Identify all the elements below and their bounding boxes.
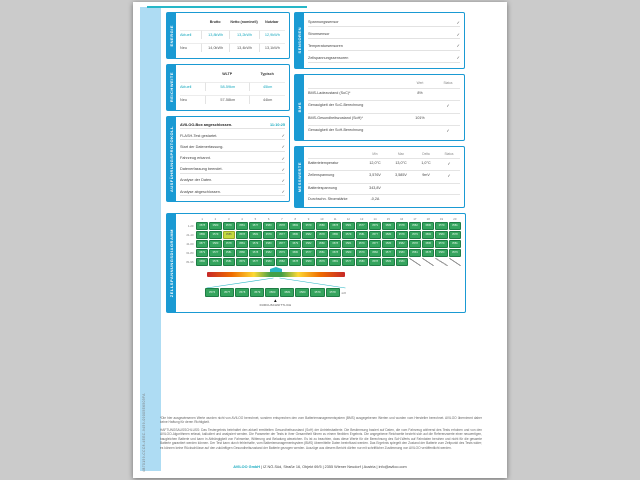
- row-label: Fahrzeug erkannt.: [180, 156, 211, 160]
- delta-cell: 9mV: [414, 170, 438, 180]
- footnotes: [160, 416, 482, 453]
- grid-column-header: 7: [281, 217, 283, 221]
- status-cell: [436, 113, 460, 122]
- reichweite-table: [176, 65, 289, 110]
- grid-row-label: 61-80: [186, 251, 194, 255]
- check-icon: ✓: [456, 43, 460, 49]
- grid-cell: 3580: [356, 258, 368, 266]
- grid-cell: 3581: [342, 222, 354, 230]
- section-title-protokoll: AUSFÜHRUNGSPROTOKOLL: [168, 125, 174, 193]
- grid-cell: 3578: [329, 249, 341, 257]
- grid-column-header: 15: [386, 217, 390, 221]
- grid-cell: 3577: [249, 258, 261, 266]
- grid-cell: 3578: [289, 258, 301, 266]
- value-cell: 13,8kWh: [201, 30, 229, 39]
- average-triangle-icon: ▲: [273, 298, 278, 303]
- footer-address: | IZ NÖ-Süd, Straße 16, Objekt 69/5 | 2355 Wiener Neudorf | Austria | info@aviloo.com: [260, 465, 407, 469]
- status-cell: ✓: [436, 100, 460, 110]
- grid-cell: 3580: [316, 222, 328, 230]
- grid-cell: 3579: [449, 249, 461, 257]
- grid-row-label: 41-60: [186, 242, 194, 246]
- grid-cell: 3580: [316, 240, 328, 248]
- section-title-sensoren: SENSOREN: [296, 27, 302, 54]
- row-label: Neu: [180, 95, 205, 104]
- list-row: [180, 165, 285, 173]
- grid-cell: 3581: [449, 222, 461, 230]
- footnote-disclaimer: HAFTUNGSAUSSCHLUSS: Das Testergebnis beinhaltet den aktuell ermittelten Gesundheitszustand (SoH) der Antriebsbatterie. Die Bestimmung basiert auf Daten, die vom Fahrzeug während des Tests erhoben und von den AVILOO-Algorithmen erfasst, kalkuliert und analysiert werden. Die Parameter der Tests in ihrer Gesamtheit führen zu einem flexiblen Ergebnis. Die angegebene Reichweite bezieht sich auf die Referenzwerte einer neuwertigen, baugleichen Batterie und kann in Abhängigkeit von Fahrweise, Witterung und Beladung abweichen. Es ist zu beachten, dass diese Werte für die Berechnung des SoH-Werts auf Fahrdaten beruhen und nicht für die gesamte Batterie garantiert werden können. Der Test kann durch fehlerhafte, vom Batteriemanagementsystem (BMS) übermittelte Daten beeinflusst werden. Das Ergebnis spiegelt den Zustand der Batterie zum Zeitpunkt des Tests wider; es können keine Rückschlüsse auf den zukünftigen Gesundheitszustand der Batterie gezogen werden. Auszüge aus diesem Bericht dürfen nur mit schriftlicher Zustimmung von AVILOO veröffentlicht werden.: [160, 427, 482, 450]
- list-row: [180, 122, 285, 129]
- column-header: Wert: [416, 80, 424, 85]
- section-title-reichweite: REICHWEITE: [168, 72, 174, 103]
- grid-cell: 3581: [356, 231, 368, 239]
- row-label: Analyse der Daten.: [180, 178, 213, 183]
- grid-cell: 3582: [289, 222, 301, 230]
- grid-cell: 3579: [302, 222, 314, 230]
- delta-cell: [414, 183, 438, 192]
- max-cell: [388, 183, 414, 192]
- grid-row-label: 21-40: [186, 233, 194, 237]
- check-icon: ✓: [281, 166, 285, 172]
- grid-cell: 3581: [449, 240, 461, 248]
- row-label: BMS-Ladezustand (SoC)*: [308, 88, 404, 97]
- row-label: Batterietemperatur: [308, 158, 362, 168]
- delta-cell: [414, 194, 438, 203]
- mini-cell: 3579: [310, 288, 324, 297]
- grid-column-header: 10: [320, 217, 324, 221]
- grid-cell: 3580: [422, 240, 434, 248]
- cell-voltage-grid: [180, 217, 461, 266]
- column-header: Brutto: [209, 20, 221, 25]
- grid-column-header: 11: [333, 217, 337, 221]
- grid-column-header: 19: [439, 217, 444, 221]
- grid-cell-empty: [435, 258, 447, 266]
- footer-company: AVILOO GmbH: [233, 465, 261, 469]
- sensoren-card: [304, 12, 465, 69]
- section-zellspannungsdiagramm: [166, 213, 466, 313]
- status-cell: [436, 88, 460, 97]
- grid-cell: 3580: [263, 258, 275, 266]
- mini-cell: 3578: [326, 288, 340, 297]
- grid-cell: 3579: [249, 240, 261, 248]
- grid-cell: 3578: [369, 258, 381, 266]
- check-icon: ✓: [281, 133, 285, 139]
- list-row: [180, 154, 285, 162]
- grid-cell-empty: [449, 258, 461, 266]
- column-header: Netto (nominell): [230, 20, 258, 25]
- grid-cell: 3582: [276, 258, 288, 266]
- grid-cell: 3578: [236, 231, 248, 239]
- grid-row-label: 81-96: [186, 260, 194, 264]
- sensoren-list: [304, 13, 464, 68]
- grid-column-header: 17: [413, 217, 417, 221]
- grid-cell: 3577: [276, 231, 288, 239]
- page-footer: [153, 465, 487, 469]
- grid-cell: 3578: [223, 240, 235, 248]
- grid-cell: 3579: [369, 222, 381, 230]
- grid-column-header: 3: [227, 217, 230, 221]
- row-label: Stromsensor: [308, 32, 330, 37]
- grid-column-header: 5: [254, 217, 257, 221]
- grid-cell: 3579: [196, 249, 208, 257]
- max-cell: [388, 194, 414, 203]
- bms-table: [304, 75, 464, 140]
- gradient-center-marker: [270, 267, 282, 272]
- grid-cell: 3579: [236, 258, 248, 266]
- grid-cell: 3578: [422, 249, 434, 257]
- grid-cell: 3577: [196, 240, 208, 248]
- messwerte-table: [304, 147, 464, 207]
- grid-cell: 3578: [276, 222, 288, 230]
- grid-cell: 3580: [382, 222, 394, 230]
- value-cell: 44km: [249, 95, 285, 104]
- list-row: [308, 42, 460, 50]
- row-label: Zellspannungssensoren: [308, 55, 349, 60]
- grid-cell: 3580: [209, 240, 221, 248]
- value-cell: 58-59km: [205, 82, 249, 91]
- grid-cell-empty: [409, 258, 421, 266]
- column-header: WLTP: [222, 72, 233, 77]
- value-cell: 13,4kWh: [229, 43, 258, 52]
- value-cell: 13,1kWh: [259, 43, 285, 52]
- footnote-bms: *Die hier ausgewiesenen Werte wurden nicht von AVILOO berechnet, sondern entsprechen den vom Batteriemanagementsystem (BMS) ausgegebenen Werten und wurden vom Hersteller berechnet. AVILOO übernimmt daher keine Haftung für deren Richtigkeit.: [160, 416, 482, 425]
- grid-cell: 3580: [396, 258, 408, 266]
- status-cell: ✓: [438, 158, 460, 168]
- section-bms: [294, 74, 465, 141]
- column-header: Status: [443, 80, 453, 85]
- value-cell: [404, 125, 436, 135]
- energie-table: [176, 13, 289, 58]
- grid-column-header: 9: [307, 217, 310, 221]
- mini-unit-label: mV: [341, 290, 347, 295]
- section-title-messwerte: MESSWERTE: [296, 161, 302, 193]
- grid-cell: 3578: [449, 231, 461, 239]
- list-row: [308, 19, 460, 27]
- row-label: FLASH-Test gestartet.: [180, 133, 218, 138]
- grid-cell: 3577: [342, 258, 354, 266]
- mini-cell: 3581: [280, 288, 294, 297]
- grid-cell: 3577: [276, 240, 288, 248]
- grid-cell: 3579: [356, 249, 368, 257]
- column-header: Typisch: [260, 72, 274, 77]
- delta-cell: 1,0°C: [414, 158, 438, 168]
- row-label: Spannungssensor: [308, 20, 339, 25]
- grid-column-header: 12: [346, 217, 350, 221]
- diagramm-card: [176, 213, 466, 313]
- check-icon: ✓: [456, 19, 460, 25]
- grid-cell: 3577: [302, 249, 314, 257]
- column-header: Status: [444, 151, 454, 156]
- corner-cell: [308, 151, 362, 156]
- grid-cell: 3579: [223, 222, 235, 230]
- grid-cell: 3579: [409, 231, 421, 239]
- section-protokoll: [166, 116, 290, 202]
- grid-cell: 3580: [263, 240, 275, 248]
- grid-cell-empty: [422, 258, 434, 266]
- check-icon: ✓: [456, 31, 460, 37]
- average-marker: [205, 298, 346, 307]
- grid-cell: 3579: [435, 240, 447, 248]
- grid-cell: 3580: [289, 231, 301, 239]
- protokoll-list: [176, 117, 289, 201]
- check-icon: ✓: [456, 55, 460, 61]
- bms-card: [304, 74, 465, 141]
- mini-cell: 3580: [295, 288, 309, 297]
- grid-cell: 3580: [196, 258, 208, 266]
- grid-cell: 3582: [396, 240, 408, 248]
- grid-cell: 3577: [356, 222, 368, 230]
- grid-column-header: 20: [453, 217, 457, 221]
- value-cell: 12,9kWh: [259, 30, 285, 39]
- grid-cell: 3577: [382, 249, 394, 257]
- grid-column-header: 18: [426, 217, 430, 221]
- grid-cell: 3582: [422, 231, 434, 239]
- grid-cell: 3581: [329, 258, 341, 266]
- grid-cell: 3580: [263, 222, 275, 230]
- column-header: Min: [372, 151, 378, 156]
- list-row: [180, 177, 285, 185]
- corner-cell: [308, 80, 404, 85]
- grid-cell: 3579: [276, 249, 288, 257]
- deviation-gradient-bar: [207, 272, 345, 277]
- min-cell: 343,8V: [362, 183, 388, 192]
- corner-cell: [180, 217, 195, 221]
- grid-cell: 3579: [316, 258, 328, 266]
- section-title-bms: BMS: [296, 102, 302, 113]
- grid-cell: 3579: [435, 222, 447, 230]
- row-label: Neu: [180, 43, 201, 52]
- grid-column-header: 4: [241, 217, 243, 221]
- grid-cell: 3581: [223, 249, 235, 257]
- grid-cell: 3578: [396, 222, 408, 230]
- grid-cell: 3580: [302, 258, 314, 266]
- column-header: Delta: [422, 151, 430, 156]
- decor-topline: [147, 6, 307, 8]
- list-row: [180, 132, 285, 140]
- grid-cell: 3582: [382, 258, 394, 266]
- mini-cell: 3579: [250, 288, 264, 297]
- grid-cell: 3580: [196, 231, 208, 239]
- row-label: Zellenspannung: [308, 170, 362, 180]
- check-icon: ✓: [281, 177, 285, 183]
- grid-column-header: 2: [214, 217, 217, 221]
- grid-cell: 3580: [422, 222, 434, 230]
- section-tab-zellspannungsdiagramm: [166, 213, 176, 313]
- grid-cell: 3582: [302, 240, 314, 248]
- grid-cell: 3580: [396, 249, 408, 257]
- value-cell: 57-58km: [205, 95, 249, 104]
- grid-cell: 3582: [263, 249, 275, 257]
- grid-cell: 3579: [263, 231, 275, 239]
- grid-cell: 3579: [209, 231, 221, 239]
- column-header: Nutzbar: [265, 20, 279, 25]
- section-tab-reichweite: [166, 64, 176, 111]
- row-label: Aktuell: [180, 82, 205, 91]
- grid-cell: 3578: [196, 222, 208, 230]
- grid-cell: 3580: [209, 222, 221, 230]
- reichweite-card: [176, 64, 290, 111]
- grid-cell: 3580: [342, 249, 354, 257]
- grid-cell: 3578: [409, 240, 421, 248]
- mini-cell: 3578: [235, 288, 249, 297]
- section-tab-messwerte: [294, 146, 304, 208]
- section-tab-energie: [166, 12, 176, 59]
- grid-cell: 3582: [409, 222, 421, 230]
- row-label: BMS-Gesundheitszustand (SoH)*: [308, 113, 404, 122]
- section-messwerte: [294, 146, 465, 208]
- section-title-energie: ENERGIE: [168, 24, 174, 47]
- value-cell: 13,2kWh: [229, 30, 258, 39]
- grid-cell: 3582: [302, 231, 314, 239]
- row-label: Start der Datenerfassung.: [180, 144, 224, 149]
- grid-cell: 3577: [209, 249, 221, 257]
- corner-cell: [180, 19, 201, 25]
- grid-column-header: 14: [373, 217, 377, 221]
- grid-cell: 3578: [249, 249, 261, 257]
- grid-cell: 3578: [329, 222, 341, 230]
- value-cell: 14,0kWh: [201, 43, 229, 52]
- row-label: AVILOO-Box angeschlossen.: [180, 122, 233, 127]
- grid-cell: 3581: [236, 222, 248, 230]
- list-row: [308, 30, 460, 38]
- grid-cell: 3581: [409, 249, 421, 257]
- section-reichweite: [166, 64, 290, 111]
- status-cell: [438, 183, 460, 192]
- grid-cell: 3580: [236, 249, 248, 257]
- timestamp: 11:10:25: [270, 122, 285, 127]
- row-label: Batteriespannung: [308, 183, 362, 192]
- energie-card: [176, 12, 290, 59]
- mini-cell: 3580: [265, 288, 279, 297]
- grid-cell: 3578: [396, 231, 408, 239]
- column-header: Max: [397, 151, 405, 156]
- list-row: [180, 143, 285, 151]
- grid-column-header: 1: [201, 217, 203, 221]
- grid-cell: 3579: [289, 240, 301, 248]
- status-cell: ✓: [438, 170, 460, 180]
- max-cell: 3,585V: [388, 170, 414, 180]
- grid-cell: 3580: [435, 231, 447, 239]
- grid-cell: 3580: [382, 231, 394, 239]
- list-row: [180, 188, 285, 196]
- section-title-zellspannungsdiagramm: ZELLSPANNUNGSDIAGRAMM: [168, 228, 174, 298]
- list-row: [308, 54, 460, 62]
- grid-column-header: 6: [267, 217, 270, 221]
- average-label: DURCHSCHNITTLICH: [259, 303, 292, 307]
- grid-cell: 3580: [329, 231, 341, 239]
- min-cell: -0,2A: [362, 194, 388, 203]
- row-label: Genauigkeit der SoC-Berechnung: [308, 100, 404, 110]
- check-icon: ✓: [281, 189, 285, 195]
- grid-cell: 3581: [249, 231, 261, 239]
- mini-cell: 3576: [205, 288, 219, 297]
- grid-cell: 3580: [435, 249, 447, 257]
- section-energie: [166, 12, 290, 59]
- protokoll-card: [176, 116, 290, 202]
- max-cell: 13,0°C: [388, 158, 414, 168]
- row-label: Aktuell: [180, 30, 201, 39]
- grid-cell: 3581: [342, 240, 354, 248]
- grid-column-header: 13: [360, 217, 364, 221]
- row-label: Genauigkeit der SoH-Berechnung: [308, 125, 404, 135]
- section-sensoren: [294, 12, 465, 69]
- grid-cell: 3577: [369, 240, 381, 248]
- min-cell: 12,0°C: [362, 158, 388, 168]
- grid-cell: 3578: [316, 231, 328, 239]
- check-icon: ✓: [281, 155, 285, 161]
- grid-cell: 3578: [209, 258, 221, 266]
- value-cell: 45km: [249, 82, 285, 91]
- section-tab-sensoren: [294, 12, 304, 69]
- report-id: 4B70159-CCC8-4EEC-9459-09005E6503FA: [142, 393, 146, 472]
- grid-cell: 3578: [329, 240, 341, 248]
- grid-cell: 3582: [369, 249, 381, 257]
- row-label: Analyse abgeschlossen.: [180, 189, 221, 194]
- section-tab-bms: [294, 74, 304, 141]
- mini-cell-row: [205, 288, 346, 297]
- check-icon: ✓: [281, 144, 285, 150]
- grid-cell: 3580: [289, 249, 301, 257]
- grid-cell: 3577: [249, 222, 261, 230]
- grid-cell: 3579: [356, 240, 368, 248]
- corner-cell: [180, 71, 205, 77]
- grid-cell: 3580: [382, 240, 394, 248]
- mini-cell: 3577: [220, 288, 234, 297]
- value-cell: 101%: [404, 113, 436, 122]
- status-cell: ✓: [436, 125, 460, 135]
- grid-row-label: 1-20: [187, 224, 194, 228]
- value-cell: 8%: [404, 88, 436, 97]
- report-page: [133, 2, 507, 478]
- status-cell: [438, 194, 460, 203]
- messwerte-card: [304, 146, 465, 208]
- row-label: Durchschn. Stromstärke: [308, 194, 362, 203]
- section-tab-protokoll: [166, 116, 176, 202]
- grid-cell: 3577: [369, 231, 381, 239]
- min-cell: 3,576V: [362, 170, 388, 180]
- grid-cell: 3581: [316, 249, 328, 257]
- grid-cell: 3581: [223, 258, 235, 266]
- grid-cell: 3579: [342, 231, 354, 239]
- grid-cell: 3581: [236, 240, 248, 248]
- row-label: Temperatursensoren: [308, 43, 343, 48]
- grid-column-header: 8: [294, 217, 297, 221]
- grid-cell: 3585: [223, 231, 235, 239]
- grid-column-header: 16: [400, 217, 404, 221]
- value-cell: [404, 100, 436, 110]
- row-label: Datenerfassung beendet.: [180, 167, 223, 172]
